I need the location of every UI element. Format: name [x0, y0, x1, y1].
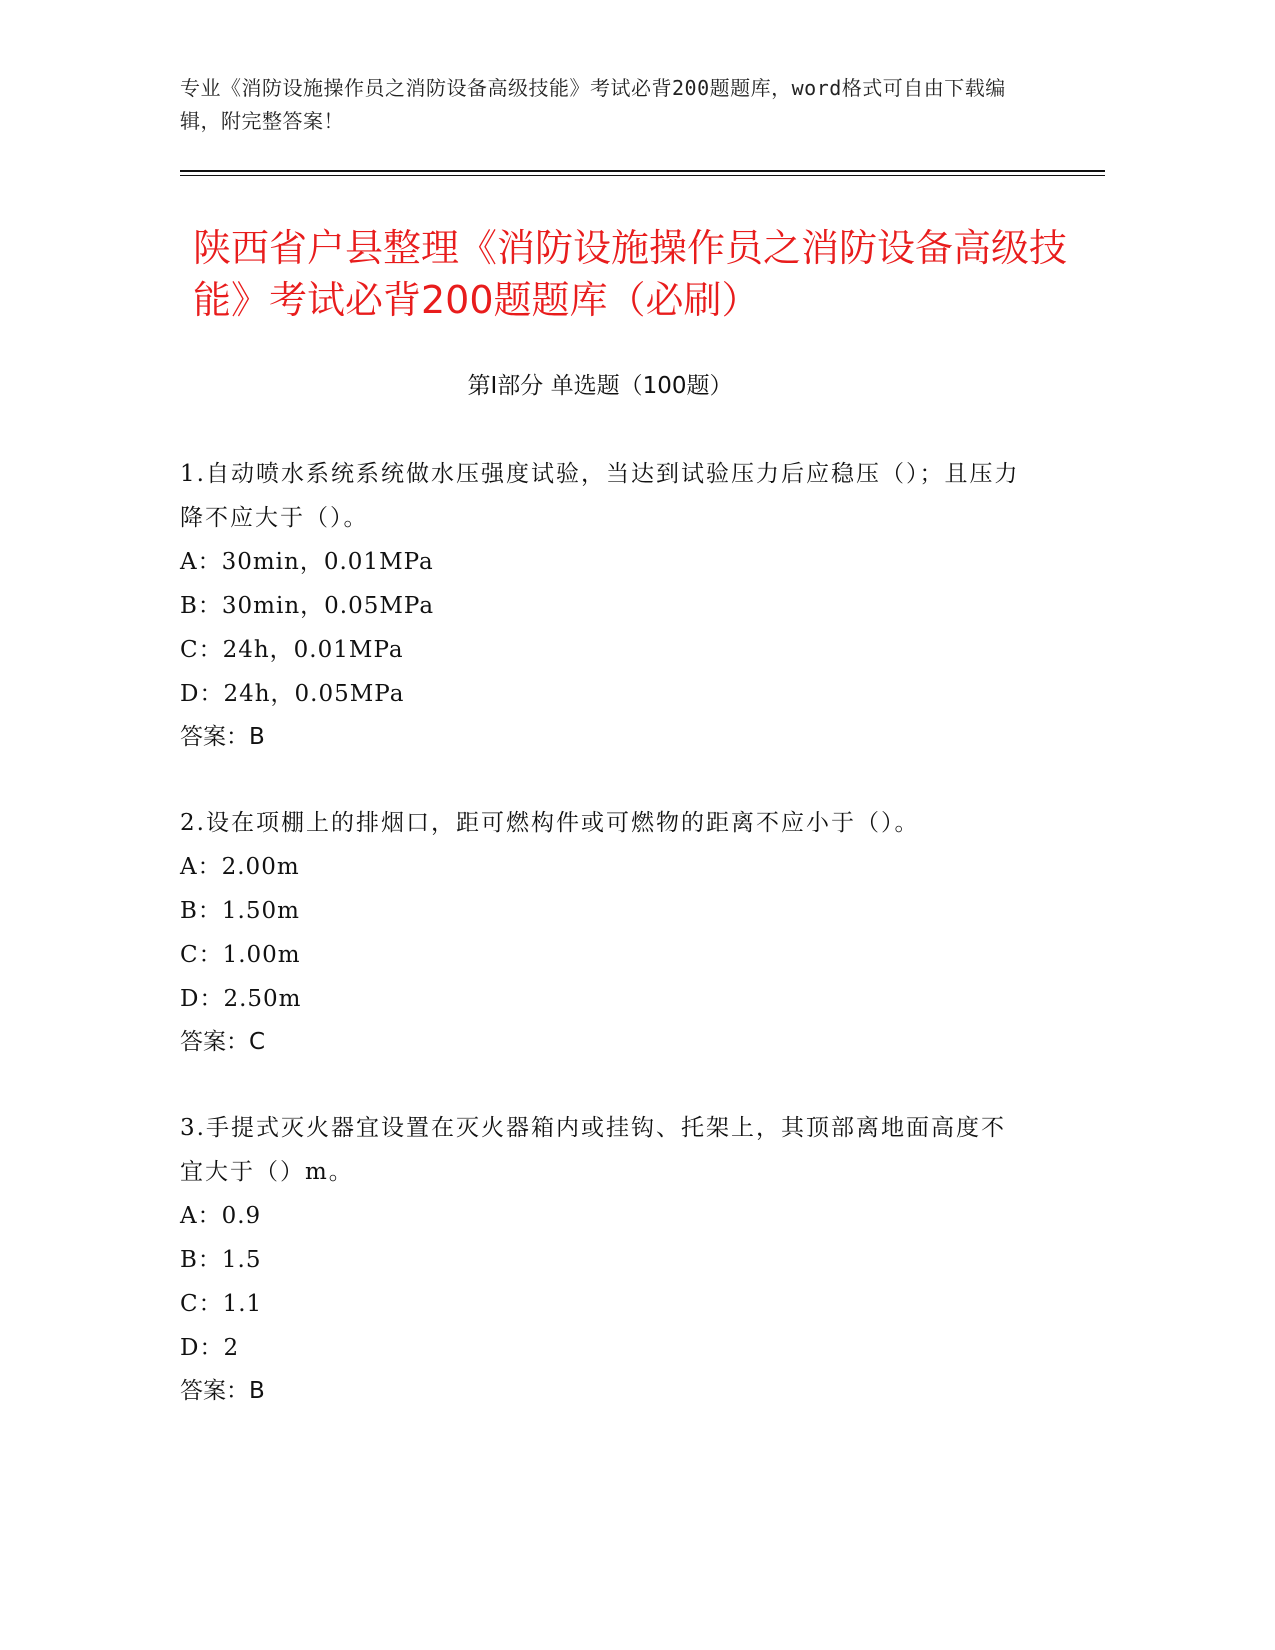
- section-title: 第I部分 单选题（100题）: [467, 373, 733, 399]
- question-text: 3.手提式灭火器宜设置在灭火器箱内或挂钩、托架上，其顶部离地面高度不宜大于（）m。: [180, 1115, 1006, 1185]
- question-text: 1.自动喷水系统系统做水压强度试验，当达到试验压力后应稳压（）；且压力降不应大于（）。: [180, 461, 1020, 531]
- answer-line: 答案：B: [180, 1378, 265, 1404]
- header-divider-thin: [180, 175, 1105, 176]
- document-title: 陕西省户县整理《消防设施操作员之消防设备高级技能》考试必背200题题库（必刷）: [193, 226, 1068, 322]
- option-b: B：30min，0.05MPa: [180, 593, 435, 619]
- header-divider-thick: [180, 170, 1105, 172]
- option-b: B：1.50m: [180, 898, 300, 924]
- question-item-3: [180, 1106, 1030, 1412]
- question-text: 2.设在项棚上的排烟口，距可燃构件或可燃物的距离不应小于（）。: [180, 810, 920, 836]
- header-note: 专业《消防设施操作员之消防设备高级技能》考试必背200题题库，word格式可自由下载编辑，附完整答案！: [180, 76, 1006, 133]
- option-c: C：24h，0.01MPa: [180, 637, 404, 663]
- option-a: A：0.9: [180, 1203, 262, 1229]
- question-list: [180, 452, 1030, 1412]
- question-item-1: [180, 452, 1030, 801]
- question-item-2: [180, 801, 1030, 1106]
- answer-line: 答案：C: [180, 1029, 266, 1055]
- option-d: D：2: [180, 1335, 240, 1361]
- option-d: D：2.50m: [180, 986, 302, 1012]
- option-a: A：30min，0.01MPa: [180, 549, 434, 575]
- question-spacer: [180, 758, 1030, 801]
- answer-line: 答案：B: [180, 724, 265, 750]
- question-spacer: [180, 1063, 1030, 1106]
- option-d: D：24h，0.05MPa: [180, 681, 405, 707]
- option-b: B：1.5: [180, 1247, 262, 1273]
- option-a: A：2.00m: [180, 854, 300, 880]
- option-c: C：1.00m: [180, 942, 301, 968]
- option-c: C：1.1: [180, 1291, 263, 1317]
